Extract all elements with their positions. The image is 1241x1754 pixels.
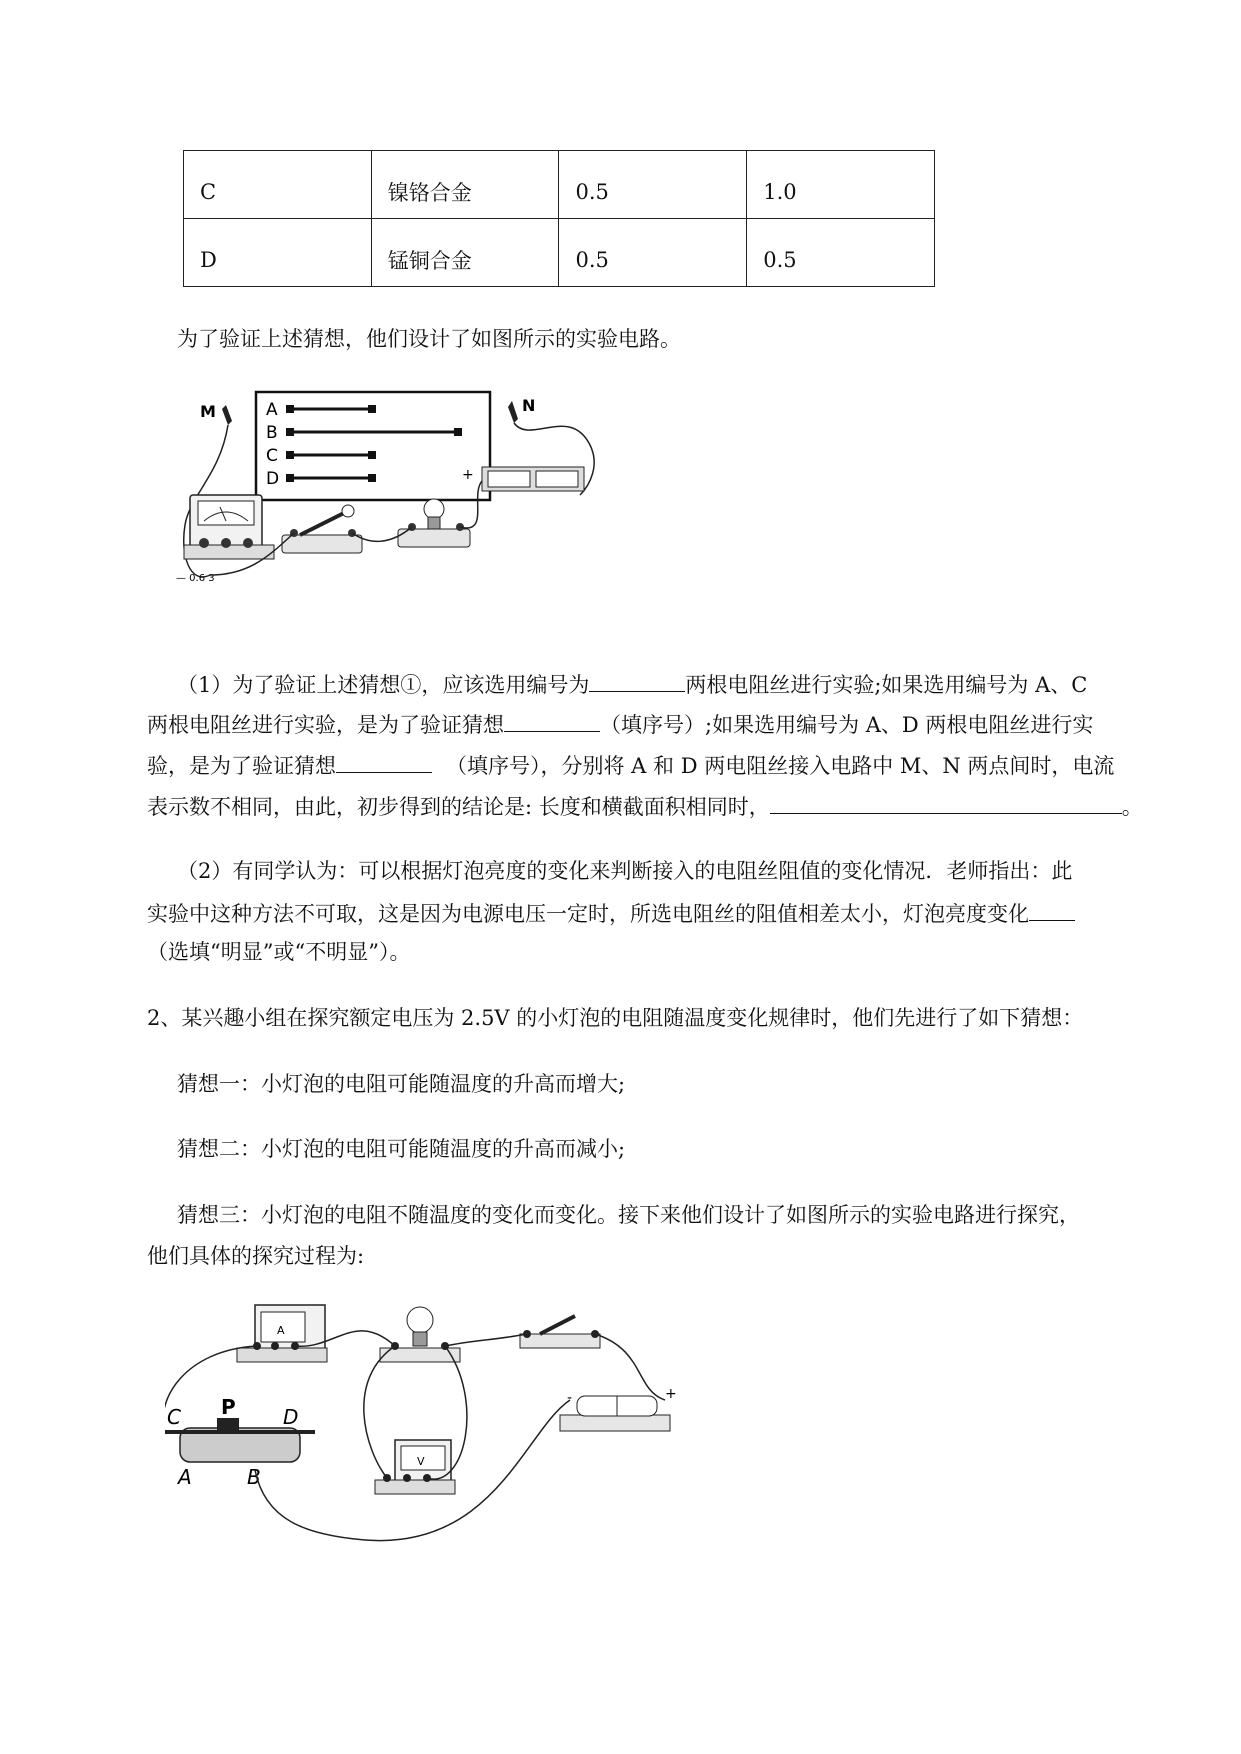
wire-label-b: B — [266, 423, 278, 443]
table-cell: 0.5 — [559, 151, 747, 219]
rheostat-label-c: C — [167, 1405, 181, 1429]
table-cell: C — [184, 151, 372, 219]
q1-line-4: 表示数不相同，由此，初步得到的结论是: 长度和横截面积相同时， 。 — [147, 789, 1143, 823]
battery-plus-2: + — [665, 1386, 677, 1402]
q2-line-1: （2）有同学认为：可以根据灯泡亮度的变化来判断接入的电阻丝阻值的变化情况．老师指出：此 — [177, 859, 1073, 883]
q1-line-1: （1）为了验证上述猜想①，应该选用编号为 两根电阻丝进行实验;如果选用编号为 A、C — [177, 667, 1087, 701]
clip-label-m: M — [200, 402, 216, 421]
circuit-figure-2 — [165, 1290, 705, 1600]
battery-plus: + — [462, 467, 474, 483]
table-cell: 0.5 — [747, 219, 935, 287]
table-cell: D — [184, 219, 372, 287]
guess-2: 猜想二：小灯泡的电阻可能随温度的升高而减小; — [177, 1137, 626, 1161]
wire-label-c: C — [266, 446, 278, 466]
rheostat-label-a: A — [178, 1465, 192, 1489]
table-cell: 1.0 — [747, 151, 935, 219]
q2-line-2: 实验中这种方法不可取，这是因为电源电压一定时，所选电阻丝的阻值相差太小，灯泡亮度变化 — [147, 896, 1075, 930]
battery-minus: - — [567, 1390, 573, 1406]
intro-text: 为了验证上述猜想，他们设计了如图所示的实验电路。 — [177, 327, 681, 351]
answer-blank-5[interactable] — [1029, 896, 1075, 921]
table-cell: 镍铬合金 — [371, 151, 559, 219]
answer-blank-1[interactable] — [589, 667, 685, 692]
q1-line-3: 验，是为了验证猜想 （填序号），分别将 A 和 D 两电阻丝接入电路中 M、N 两点间时，电流 — [147, 748, 1114, 782]
wire-label-a: A — [266, 400, 278, 420]
problem-2-stem: 2、某兴趣小组在探究额定电压为 2.5V 的小灯泡的电阻随温度变化规律时，他们先进行了如下猜想： — [147, 1006, 1084, 1030]
answer-blank-2[interactable] — [504, 707, 600, 732]
table-row — [184, 151, 935, 219]
slider-label-p: P — [221, 1395, 236, 1419]
guess-3: 猜想三：小灯泡的电阻不随温度的变化而变化。接下来他们设计了如图所示的实验电路进行探究， — [177, 1203, 1080, 1227]
q1-line-2: 两根电阻丝进行实验，是为了验证猜想 （填序号）;如果选用编号为 A、D 两根电阻丝进行实 — [147, 707, 1093, 741]
table-row — [184, 219, 935, 287]
q2-line-3: （选填“明显”或“不明显”）。 — [147, 940, 411, 964]
guess-1: 猜想一：小灯泡的电阻可能随温度的升高而增大; — [177, 1072, 626, 1096]
wire-label-d: D — [266, 469, 280, 489]
answer-blank-4[interactable] — [770, 789, 1122, 814]
table-cell: 锰铜合金 — [371, 219, 559, 287]
meter-scale-label: — 0.6 3 — [176, 573, 215, 584]
guess-3-continued: 他们具体的探究过程为: — [147, 1244, 365, 1268]
ammeter-label: A — [277, 1324, 285, 1337]
answer-blank-3[interactable] — [336, 748, 432, 773]
clip-label-n: N — [522, 396, 536, 415]
voltmeter-label: V — [417, 1455, 425, 1468]
rheostat-label-b: B — [247, 1465, 261, 1489]
resistance-wire-table — [183, 150, 935, 287]
table-cell: 0.5 — [559, 219, 747, 287]
rheostat-label-d: D — [283, 1405, 299, 1429]
circuit-figure-1 — [170, 385, 670, 645]
